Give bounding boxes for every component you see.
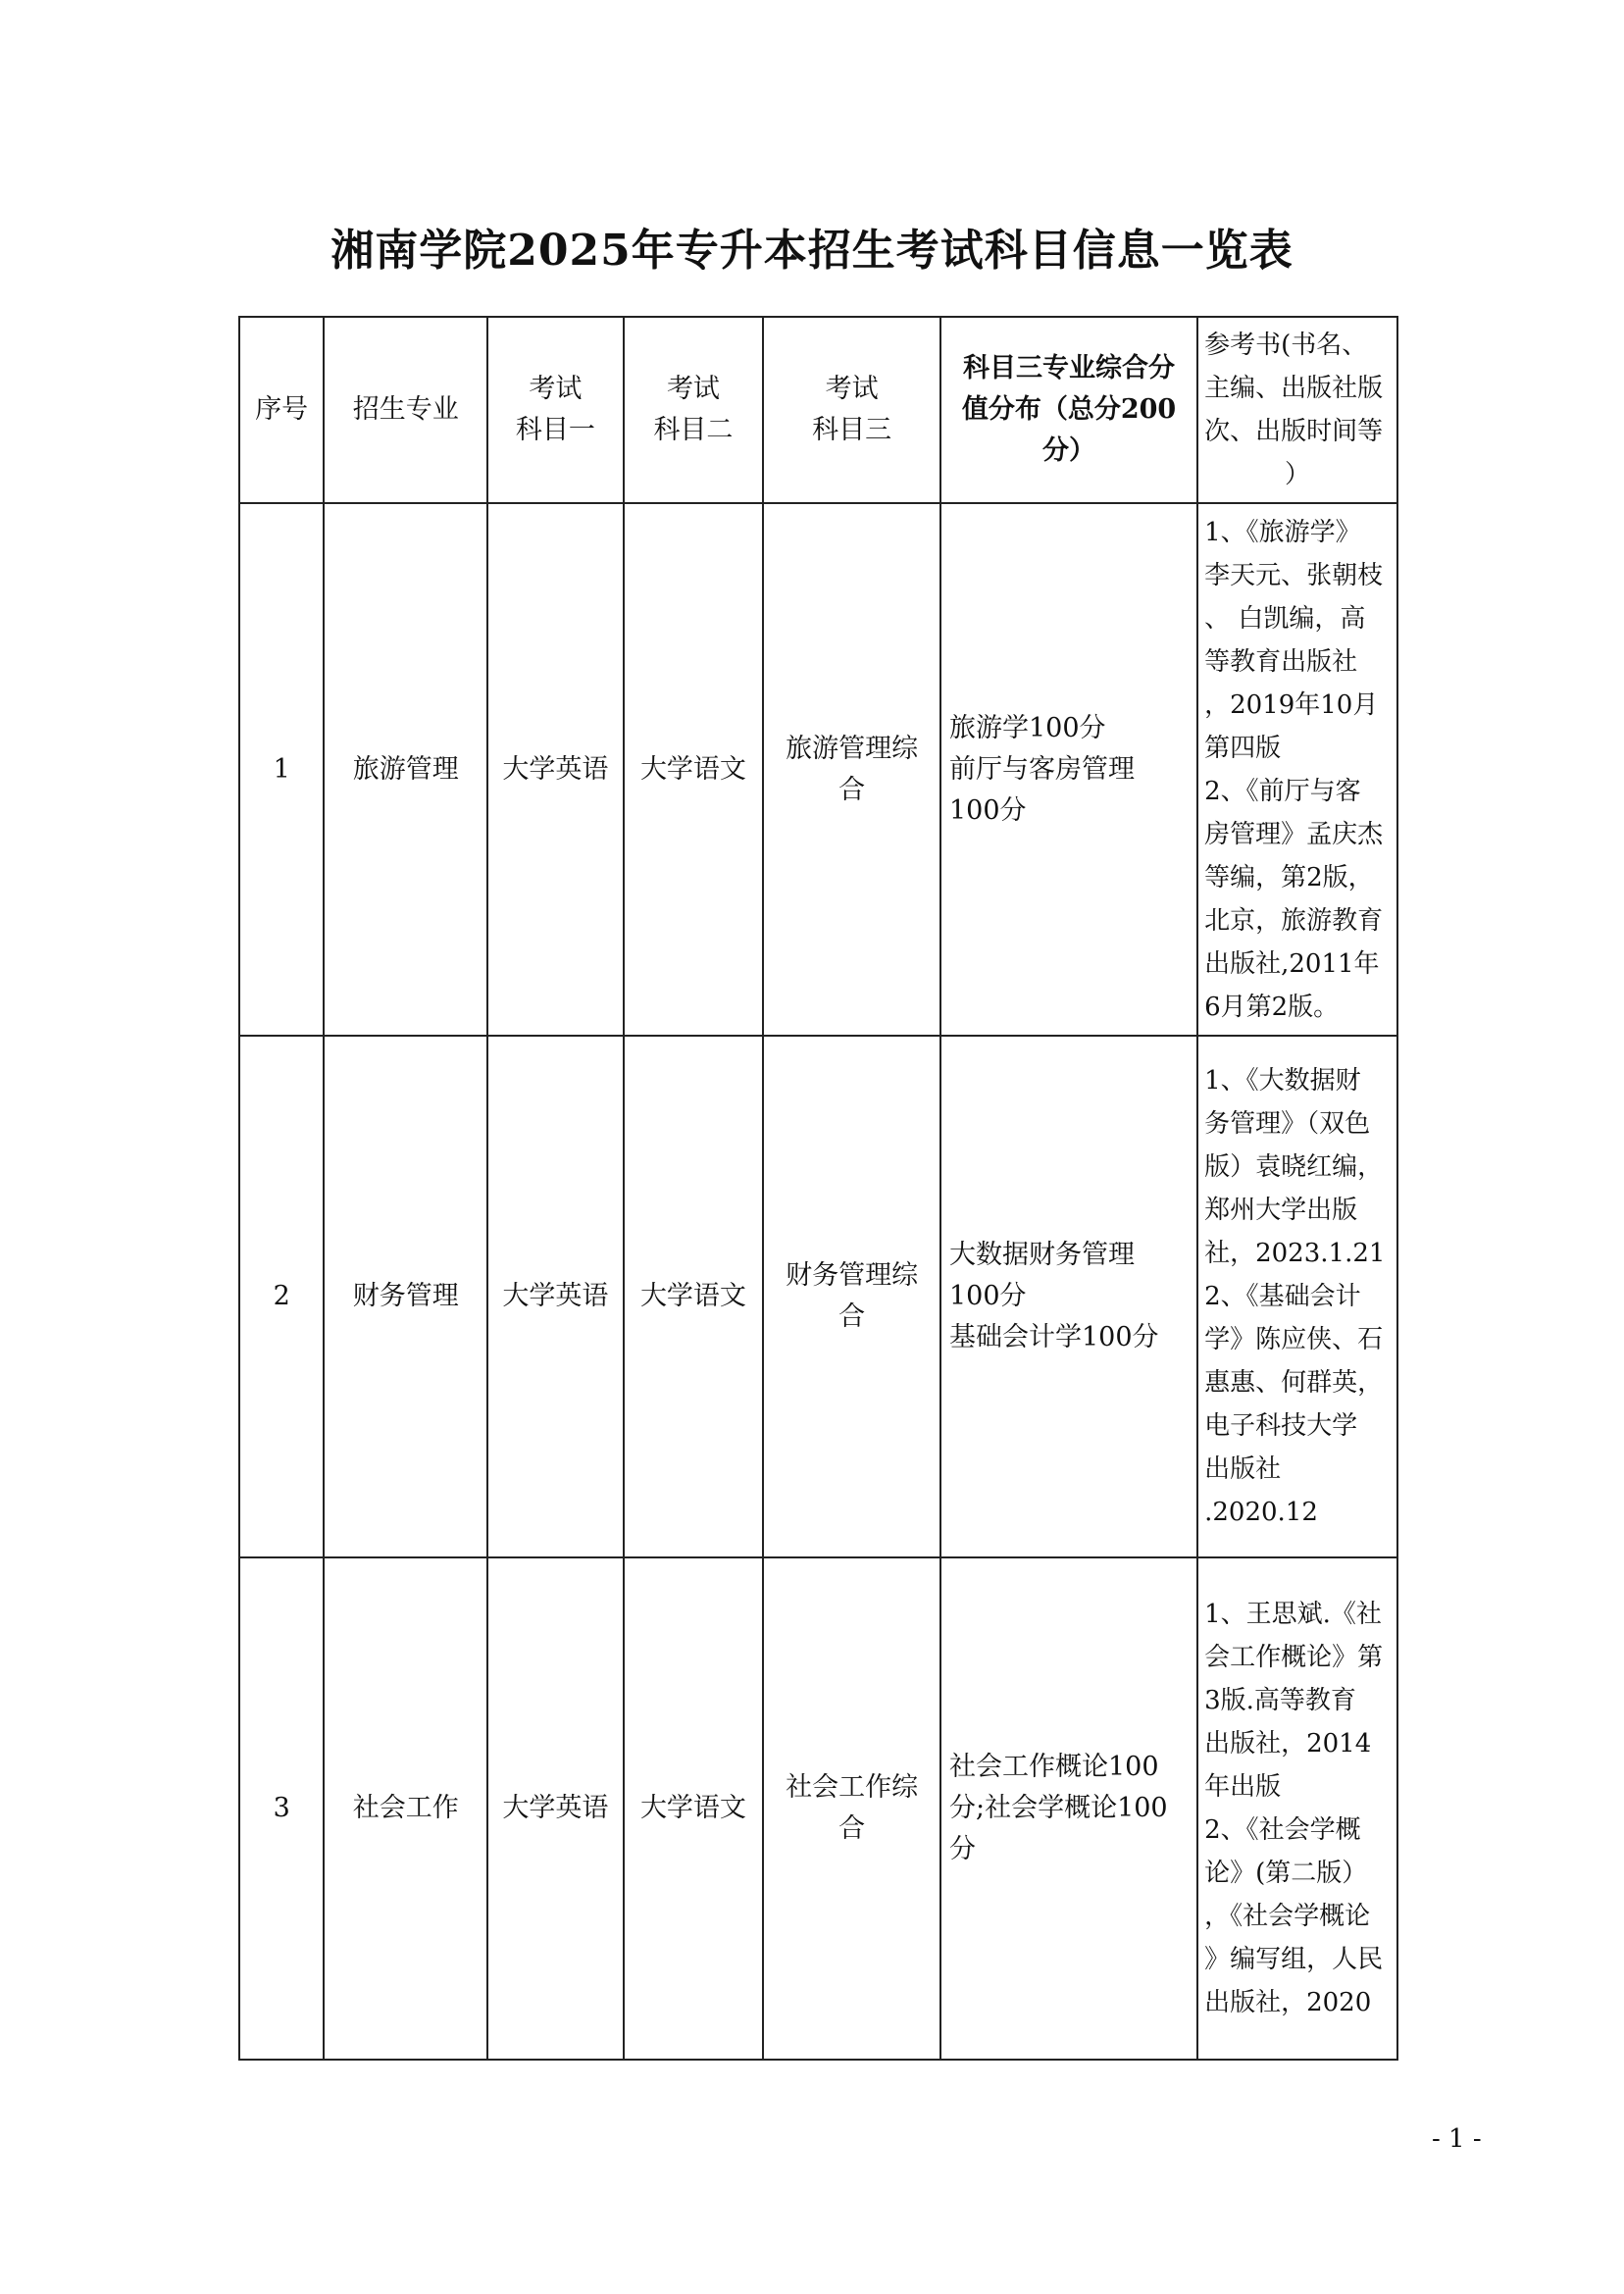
header-score-line: 科目三专业综合分: [963, 353, 1176, 383]
ref-line: 等教育出版社: [1204, 646, 1358, 677]
row-score-line: 前厅与客房管理: [948, 753, 1135, 785]
ref-line: 惠惠、何群英，: [1204, 1368, 1384, 1398]
ref-line: 出版社，2020: [1204, 1988, 1372, 2017]
header-score-distribution: [940, 317, 1197, 503]
row-seq: 3: [239, 1557, 324, 2060]
row-score-distribution: [940, 1036, 1197, 1557]
ref-line: 版）袁晓红编，: [1204, 1152, 1384, 1182]
ref-line: 年出版: [1204, 1772, 1282, 1802]
ref-line: 2、《前厅与客: [1204, 776, 1361, 806]
row-subject2: 大学语文: [624, 1557, 764, 2060]
row-seq: 1: [239, 503, 324, 1036]
ref-line: 出版社: [1204, 1454, 1282, 1484]
header-score-line: 值分布（总分200: [961, 394, 1177, 425]
ref-line: 务管理》（双色: [1204, 1109, 1371, 1139]
ref-line: 等编，第2版，: [1204, 862, 1374, 892]
header-seq: 序号: [239, 317, 324, 503]
header-subject1: [487, 317, 624, 503]
ref-line: 会工作概论》第: [1204, 1643, 1384, 1672]
row-score-line: 社会工作概论100: [948, 1752, 1159, 1782]
header-major: 招生专业: [324, 317, 487, 503]
ref-line: 社，2023.1.21: [1204, 1239, 1386, 1268]
ref-line: 》编写组，人民: [1204, 1945, 1384, 1974]
table-row: [239, 1557, 1397, 2060]
ref-line: 、 白凯编，高: [1204, 603, 1366, 634]
row-subject1: 大学英语: [487, 1036, 624, 1557]
ref-line: 6月第2版。: [1204, 992, 1340, 1022]
row-score-line: 旅游学100分: [948, 712, 1106, 743]
ref-line: 李天元、张朝枝: [1204, 560, 1384, 590]
row-score-line: 分;社会学概论100: [948, 1793, 1168, 1823]
table-row: [239, 503, 1397, 1036]
page-number: - 1 -: [1432, 2124, 1482, 2154]
ref-line: 出版社,2011年: [1204, 948, 1380, 979]
exam-subjects-table: [238, 316, 1398, 2061]
header-subject3: [763, 317, 940, 503]
row-subject3: [763, 1036, 940, 1557]
ref-line: 电子科技大学: [1204, 1411, 1358, 1441]
header-subject3-line: 考试: [825, 374, 879, 404]
ref-line: 1、王思斌.《社: [1204, 1600, 1382, 1629]
page-title: 湘南学院2025年专升本招生考试科目信息一览表: [330, 226, 1294, 276]
row-score-distribution: [940, 503, 1197, 1036]
ref-line: 1、《大数据财: [1204, 1066, 1361, 1096]
ref-line: 第四版: [1204, 733, 1282, 763]
row-subject1: 大学英语: [487, 1557, 624, 2060]
ref-line: 1、《旅游学》: [1204, 517, 1361, 547]
ref-line: 论》(第二版）: [1204, 1859, 1368, 1888]
header-ref-line: ）: [1285, 460, 1311, 489]
ref-line: ，《社会学概论: [1204, 1902, 1371, 1931]
header-references: [1197, 317, 1397, 503]
row-subject3: [763, 1557, 940, 2060]
row-seq: 2: [239, 1036, 324, 1557]
row-references: [1197, 503, 1397, 1036]
row-score-line: 大数据财务管理: [948, 1240, 1135, 1270]
row-subject3-line: 合: [838, 774, 866, 805]
ref-line: 3版.高等教育: [1204, 1686, 1356, 1715]
header-subject2: [624, 317, 764, 503]
table-header-row: [239, 317, 1397, 503]
table-row: [239, 1036, 1397, 1557]
row-score-line: 100分: [948, 1281, 1027, 1311]
ref-line: 房管理》孟庆杰: [1204, 819, 1384, 849]
ref-line: 2、《社会学概: [1204, 1815, 1361, 1845]
row-subject2: 大学语文: [624, 1036, 764, 1557]
ref-line: 学》陈应侠、石: [1204, 1325, 1384, 1354]
header-ref-line: 参考书(书名、: [1204, 331, 1368, 360]
header-subject2-line: 科目二: [653, 415, 734, 445]
row-subject3-line: 社会工作综: [786, 1772, 919, 1803]
row-references: [1197, 1557, 1397, 2060]
row-score-line: 100分: [948, 794, 1027, 826]
row-references: [1197, 1036, 1397, 1557]
row-major: 旅游管理: [324, 503, 487, 1036]
ref-line: ，2019年10月: [1204, 689, 1379, 720]
header-subject1-line: 科目一: [515, 415, 595, 445]
header-ref-line: 次、出版时间等: [1204, 417, 1384, 446]
row-subject2: 大学语文: [624, 503, 764, 1036]
row-subject3-line: 合: [838, 1813, 866, 1844]
row-subject3-line: 财务管理综: [786, 1260, 919, 1291]
row-subject3: [763, 503, 940, 1036]
ref-line: 郑州大学出版: [1204, 1196, 1358, 1225]
row-subject3-line: 合: [838, 1301, 866, 1332]
ref-line: .2020.12: [1204, 1498, 1318, 1527]
header-subject3-line: 科目三: [812, 415, 892, 445]
row-score-line: 基础会计学100分: [948, 1322, 1159, 1352]
row-subject3-line: 旅游管理综: [786, 733, 919, 764]
ref-line: 出版社，2014: [1204, 1729, 1372, 1759]
header-subject1-line: 考试: [529, 374, 583, 404]
row-major: 社会工作: [324, 1557, 487, 2060]
row-major: 财务管理: [324, 1036, 487, 1557]
row-score-distribution: [940, 1557, 1197, 2060]
row-score-line: 分: [948, 1834, 976, 1864]
header-score-line: 分）: [1042, 435, 1096, 466]
ref-line: 北京，旅游教育: [1204, 905, 1384, 936]
header-ref-line: 主编、出版社版: [1204, 374, 1384, 403]
ref-line: 2、《基础会计: [1204, 1282, 1361, 1311]
row-subject1: 大学英语: [487, 503, 624, 1036]
header-subject2-line: 考试: [666, 374, 720, 404]
